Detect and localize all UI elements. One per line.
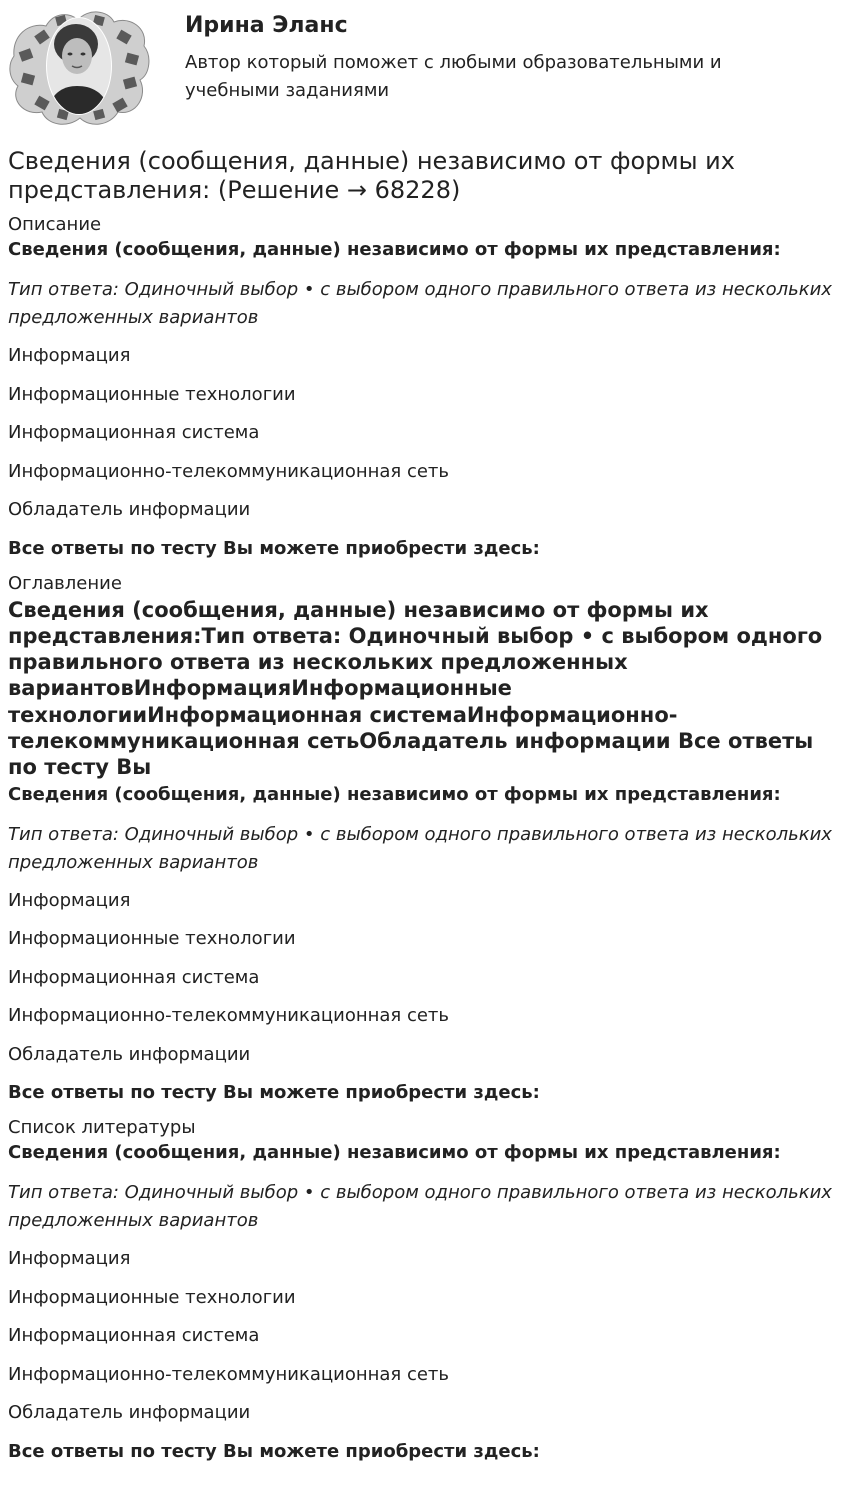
author-description: Автор который поможет с любыми образовательными и учебными заданиями [185,52,722,101]
toc-summary: Сведения (сообщения, данные) независимо от формы их представления:Тип ответа: Одиночный выбор • с выбором одного правильного ответа из нескольких предложенных вариантовИнформацияИнформационные технологииИнформационная системаИнформационно-телекоммуникационная сетьОбладатель информации Все ответы по тесту Вы [8,597,823,780]
answer-type-text: Тип ответа: Одиночный выбор • с выбором одного правильного ответа из нескольких предложенных вариантов [8,1182,832,1232]
author-card [0,0,847,140]
author-name[interactable]: Ирина Эланс [185,13,348,38]
section-label-description: Описание [8,214,102,235]
option-item: Обладатель информации [8,1402,251,1424]
question-text: Сведения (сообщения, данные) независимо от формы их представления: [8,783,781,805]
all-answers-text: Все ответы по тесту Вы можете приобрести здесь: [8,1082,540,1104]
toc-section [0,573,847,1108]
all-answers-text: Все ответы по тесту Вы можете приобрести здесь: [8,537,540,559]
option-item: Обладатель информации [8,499,251,520]
option-item: Информационные технологии [8,383,296,405]
all-answers-text: Все ответы по тесту Вы можете приобрести здесь: [8,1440,540,1462]
question-text: Сведения (сообщения, данные) независимо от формы их представления: [8,239,781,260]
option-item: Информационные технологии [8,928,296,950]
option-item: Информация [8,889,131,911]
option-item: Обладатель информации [8,1043,251,1065]
option-item: Информация [8,1248,131,1270]
section-label-toc: Оглавление [8,572,122,594]
page-title: Сведения (сообщения, данные) независимо от формы их представления: (Решение → 68228) [8,147,735,204]
section-label-references: Список литературы [8,1117,196,1139]
answer-type-text: Тип ответа: Одиночный выбор • с выбором одного правильного ответа из нескольких предложенных вариантов [8,279,832,328]
option-item: Информационно-телекоммуникационная сеть [8,1363,450,1385]
option-item: Информация [8,345,131,366]
author-avatar [6,6,152,128]
option-item: Информационно-телекоммуникационная сеть [8,460,450,482]
option-item: Информационная система [8,966,260,988]
description-section [0,214,847,563]
option-item: Информационная система [8,1325,260,1347]
references-section [0,1117,847,1466]
answer-type-text: Тип ответа: Одиночный выбор • с выбором одного правильного ответа из нескольких предложенных вариантов [8,823,832,873]
question-text: Сведения (сообщения, данные) независимо от формы их представления: [8,1142,781,1164]
option-item: Информационно-телекоммуникационная сеть [8,1005,450,1027]
option-item: Информационные технологии [8,1286,296,1308]
option-item: Информационная система [8,422,260,443]
